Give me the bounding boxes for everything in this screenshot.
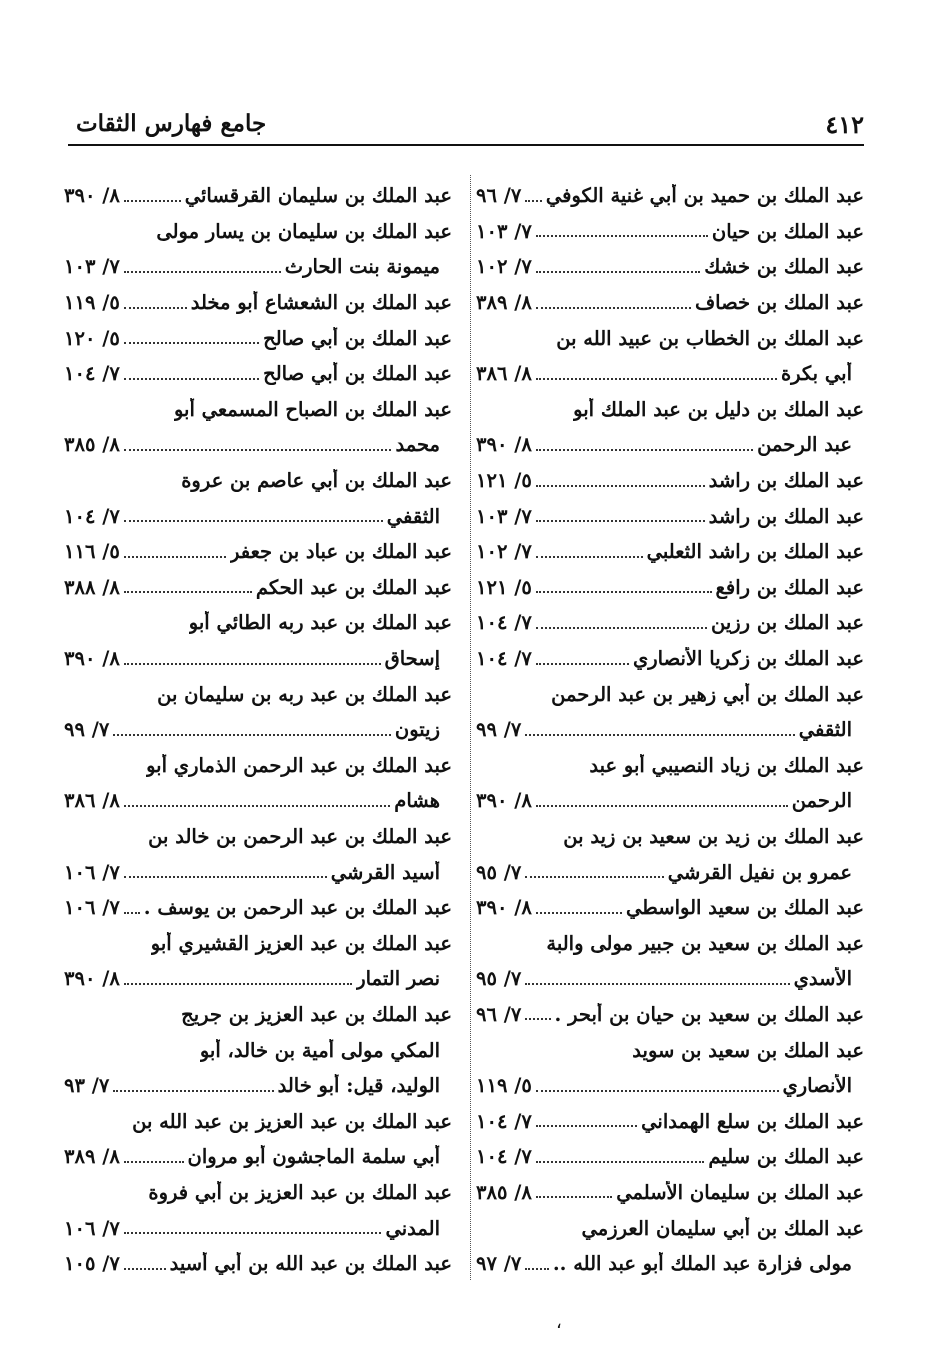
entry-name: عبد الملك بن دليل بن عبد الملك أبو <box>573 397 864 421</box>
leader-dots <box>536 449 753 451</box>
leader-dots <box>113 1090 273 1092</box>
leader-dots <box>113 734 391 736</box>
entry-name: عبد الملك بن سليمان القرقسائي <box>184 184 452 208</box>
index-entry <box>64 712 452 748</box>
leader-dots <box>536 912 622 914</box>
index-entry <box>476 534 864 570</box>
leader-dots <box>536 271 700 273</box>
volume-page-ref: ٨/ ٣٨٦ <box>64 789 120 813</box>
entry-name: عبد الملك بن سعيد بن جبير مولى والبة <box>546 931 864 955</box>
leader-dots <box>525 200 542 202</box>
leader-dots <box>124 342 259 344</box>
volume-page-ref: ٥/ ١١٩ <box>476 1074 532 1098</box>
volume-page-ref: ٨/ ٣٨٥ <box>64 433 120 457</box>
index-entry <box>64 534 452 570</box>
entry-name: عبد الملك بن عبد ربه الطائي أبو <box>188 611 452 635</box>
index-entry <box>476 1068 864 1104</box>
leader-dots <box>536 663 629 665</box>
index-entry <box>476 178 864 214</box>
index-entry <box>476 427 864 463</box>
entry-name: أسيد القرشي <box>330 860 440 884</box>
entry-name: عبد الملك بن سليمان بن يسار مولى <box>156 219 452 243</box>
index-entry <box>476 1175 864 1211</box>
entry-name: أبي بكرة <box>780 362 852 386</box>
entry-name: نصر التمار <box>356 967 440 991</box>
index-entry <box>476 214 864 250</box>
entry-name: عبد الملك بن زكريا الأنصاري <box>632 647 864 671</box>
entry-name: الوليد، قيل: أبو خالد <box>277 1074 440 1098</box>
entry-name: مولى فزارة عبد الملك أبو عبد الله .. <box>552 1252 852 1276</box>
volume-page-ref: ٧/ ٩٣ <box>64 1074 110 1098</box>
index-entry <box>64 961 452 997</box>
index-entry <box>64 249 452 285</box>
leader-dots <box>124 449 392 451</box>
entry-name: عبد الملك بن خصاف <box>694 291 864 315</box>
volume-page-ref: ٥/ ١١٦ <box>64 540 120 564</box>
volume-page-ref: ٨/ ٣٩٠ <box>64 647 120 671</box>
entry-name: عبد الملك بن سعيد الواسطي <box>625 896 864 920</box>
leader-dots <box>525 1018 550 1020</box>
leader-dots <box>536 235 708 237</box>
leader-dots <box>536 520 705 522</box>
index-entry <box>64 392 452 428</box>
running-title: جامع فهارس الثقات <box>76 110 267 137</box>
index-entry <box>476 1246 864 1282</box>
entry-name: عبد الملك بن راشد الثعلبي <box>646 540 864 564</box>
entry-name: ميمونة بنت الحارث <box>284 255 440 279</box>
leader-dots <box>124 1232 382 1234</box>
volume-page-ref: ٧/ ١٠٣ <box>64 255 120 279</box>
index-entry <box>64 214 452 250</box>
entry-name: عبد الملك بن عبد ربه بن سليمان بن <box>157 682 452 706</box>
entry-name: عبد الملك بن راشد <box>708 469 864 493</box>
index-entry <box>64 285 452 321</box>
index-entry <box>476 249 864 285</box>
volume-page-ref: ٧/ ١٠٢ <box>476 540 532 564</box>
volume-page-ref: ٧/ ١٠٤ <box>476 1109 532 1133</box>
entry-name: عبد الملك بن عبد الرحمن بن يوسف . <box>143 896 452 920</box>
index-entry <box>64 605 452 641</box>
volume-page-ref: ٥/ ١٢٠ <box>64 326 120 350</box>
index-entry <box>476 1032 864 1068</box>
leader-dots <box>536 378 777 380</box>
entry-name: عبد الملك بن عبد الحكم <box>255 575 452 599</box>
page-header <box>68 108 864 146</box>
index-entry <box>476 748 864 784</box>
volume-page-ref: ٧/ ١٠٤ <box>64 504 120 528</box>
entry-name: عبد الملك بن رافع <box>715 575 864 599</box>
index-entry <box>64 178 452 214</box>
entry-name: زيتون <box>394 718 440 742</box>
volume-page-ref: ٨/ ٣٩٠ <box>64 967 120 991</box>
index-entry <box>64 1032 452 1068</box>
volume-page-ref: ٧/ ١٠٤ <box>476 611 532 635</box>
entry-name: الثقفي <box>798 718 852 742</box>
leader-dots <box>536 627 707 629</box>
entry-name: عبد الملك بن عبد الرحمن الذماري أبو <box>146 753 452 777</box>
index-entry <box>476 1210 864 1246</box>
index-entry <box>64 498 452 534</box>
index-entry <box>64 1210 452 1246</box>
volume-page-ref: ٧/ ١٠٥ <box>64 1252 120 1276</box>
index-entry <box>476 392 864 428</box>
entry-name: المكي مولى أمية بن خالد، أبو <box>199 1038 440 1062</box>
leader-dots <box>536 1196 612 1198</box>
index-entry <box>64 641 452 677</box>
entry-name: الرحمن <box>791 789 852 813</box>
entry-name: عبد الملك بن سليم <box>708 1145 864 1169</box>
volume-page-ref: ٧/ ٩٥ <box>476 967 522 991</box>
entry-name: عبد الملك بن أبي سليمان العرزمي <box>581 1216 864 1240</box>
index-entry <box>476 641 864 677</box>
volume-page-ref: ٧/ ١٠٦ <box>64 1216 120 1240</box>
leader-dots <box>124 591 252 593</box>
leader-dots <box>124 378 259 380</box>
index-entry <box>64 819 452 855</box>
volume-page-ref: ٧/ ٩٩ <box>476 718 522 742</box>
volume-page-ref: ٧/ ٩٧ <box>476 1252 522 1276</box>
leader-dots <box>525 734 794 736</box>
entry-name: الأسدي <box>793 967 852 991</box>
volume-page-ref: ٧/ ١٠٤ <box>476 647 532 671</box>
index-entry <box>64 997 452 1033</box>
index-entry <box>64 890 452 926</box>
entry-name: المدني <box>385 1216 440 1240</box>
index-entry <box>64 570 452 606</box>
index-entry <box>476 783 864 819</box>
footer-mark: ، <box>556 1312 562 1333</box>
entry-name: عبد الملك بن الشعشاع أبو مخلد <box>190 291 452 315</box>
entry-name: عبد الملك بن حميد بن أبي غنية الكوفي <box>545 184 864 208</box>
entry-name: عبد الملك بن عبد العزيز بن عبد الله بن <box>132 1109 452 1133</box>
index-entry <box>64 783 452 819</box>
leader-dots <box>124 983 352 985</box>
volume-page-ref: ٨/ ٣٩٠ <box>476 433 532 457</box>
entry-name: محمد <box>395 433 440 457</box>
entry-name: عبد الملك بن سعيد بن سويد <box>632 1038 864 1062</box>
leader-dots <box>124 307 187 309</box>
volume-page-ref: ٧/ ٩٦ <box>476 1002 522 1026</box>
index-entry <box>64 1103 452 1139</box>
volume-page-ref: ٨/ ٣٨٥ <box>476 1180 532 1204</box>
index-entry <box>476 605 864 641</box>
entry-name: عبد الملك بن عبد العزيز بن جريج <box>181 1002 452 1026</box>
index-entry <box>476 890 864 926</box>
leader-dots <box>536 591 712 593</box>
index-entry <box>64 356 452 392</box>
index-entry <box>476 925 864 961</box>
volume-page-ref: ٨/ ٣٨٩ <box>476 291 532 315</box>
volume-page-ref: ٥/ ١٢١ <box>476 575 532 599</box>
volume-page-ref: ٥/ ١٢١ <box>476 469 532 493</box>
leader-dots <box>124 200 181 202</box>
entry-name: عبد الرحمن <box>757 433 852 457</box>
leader-dots <box>536 485 705 487</box>
entry-name: عبد الملك بن عبد العزيز القشيري أبو <box>150 931 452 955</box>
leader-dots <box>536 307 691 309</box>
entry-name: إسحاق <box>384 647 440 671</box>
volume-page-ref: ٧/ ١٠٦ <box>64 860 120 884</box>
leader-dots <box>536 556 643 558</box>
leader-dots <box>525 1268 548 1270</box>
entry-name: هشام <box>394 789 440 813</box>
entry-name: عبد الملك بن رزين <box>710 611 864 635</box>
leader-dots <box>536 805 788 807</box>
entry-name: عبد الملك بن عبد العزيز بن أبي فروة <box>148 1180 452 1204</box>
column-divider <box>470 175 471 1280</box>
index-entry <box>476 356 864 392</box>
index-entry <box>64 1139 452 1175</box>
volume-page-ref: ٨/ ٣٩٠ <box>476 789 532 813</box>
volume-page-ref: ٧/ ٩٩ <box>64 718 110 742</box>
leader-dots <box>124 1268 166 1270</box>
index-entry <box>476 1103 864 1139</box>
entry-name: عبد الملك بن سعيد بن حيان بن أبحر . <box>554 1002 864 1026</box>
leader-dots <box>536 1090 779 1092</box>
leader-dots <box>124 912 140 914</box>
entry-name: عبد الملك بن الخطاب بن عبيد الله بن <box>556 326 864 350</box>
volume-page-ref: ٨/ ٣٨٩ <box>64 1145 120 1169</box>
volume-page-ref: ٧/ ١٠٢ <box>476 255 532 279</box>
entry-name: عبد الملك بن أبي صالح <box>263 362 452 386</box>
leader-dots <box>124 556 226 558</box>
volume-page-ref: ٨/ ٣٩٠ <box>476 896 532 920</box>
entry-name: عبد الملك بن أبي صالح <box>263 326 452 350</box>
leader-dots <box>124 805 390 807</box>
index-entry <box>64 1175 452 1211</box>
leader-dots <box>124 271 281 273</box>
index-entry <box>64 320 452 356</box>
volume-page-ref: ٧/ ١٠٦ <box>64 896 120 920</box>
entry-name: عبد الملك بن راشد <box>708 504 864 528</box>
entry-name: عبد الملك بن عباد بن جعفر <box>230 540 452 564</box>
entry-name: عبد الملك بن زياد النصيبي أبو عبد <box>589 753 864 777</box>
entry-name: عبد الملك بن الصباح المسمعي أبو <box>173 397 452 421</box>
index-entry <box>476 676 864 712</box>
index-entry <box>476 285 864 321</box>
entry-name: عبد الملك بن عبد الرحمن بن خالد بن <box>148 824 452 848</box>
index-entry <box>476 819 864 855</box>
volume-page-ref: ٧/ ٩٥ <box>476 860 522 884</box>
leader-dots <box>124 1161 184 1163</box>
leader-dots <box>124 663 381 665</box>
volume-page-ref: ٧/ ١٠٤ <box>64 362 120 386</box>
entry-name: عبد الملك بن حيان <box>711 219 864 243</box>
entry-name: عبد الملك بن سليمان الأسلمي <box>616 1180 864 1204</box>
leader-dots <box>124 876 327 878</box>
index-entry <box>476 712 864 748</box>
entry-name: عبد الملك بن أبي زهير بن عبد الرحمن <box>551 682 864 706</box>
entry-name: عبد الملك بن أبي عاصم بن عروة <box>181 469 452 493</box>
volume-page-ref: ٧/ ١٠٤ <box>476 1145 532 1169</box>
index-entry <box>476 961 864 997</box>
index-entry <box>476 320 864 356</box>
index-entry <box>64 1068 452 1104</box>
volume-page-ref: ٥/ ١١٩ <box>64 291 120 315</box>
index-entry <box>476 1139 864 1175</box>
volume-page-ref: ٧/ ٩٦ <box>476 184 522 208</box>
entry-name: الثقفي <box>386 504 440 528</box>
page-number: ٤١٢ <box>825 110 864 139</box>
index-entry <box>476 498 864 534</box>
index-entry <box>64 925 452 961</box>
entry-name: عبد الملك بن خشك <box>704 255 864 279</box>
volume-page-ref: ٨/ ٣٨٨ <box>64 575 120 599</box>
entry-name: أبي سلمة الماجشون أبو مروان <box>187 1145 440 1169</box>
volume-page-ref: ٨/ ٣٩٠ <box>64 184 120 208</box>
index-entry <box>64 1246 452 1282</box>
volume-page-ref: ٨/ ٣٨٦ <box>476 362 532 386</box>
index-entry <box>64 748 452 784</box>
index-column-left <box>64 178 452 1281</box>
leader-dots <box>525 983 789 985</box>
index-entry <box>476 463 864 499</box>
entry-name: عبد الملك بن سلع الهمداني <box>641 1109 864 1133</box>
volume-page-ref: ٧/ ١٠٣ <box>476 219 532 243</box>
index-entry <box>64 676 452 712</box>
index-entry <box>476 997 864 1033</box>
entry-name: الأنصاري <box>782 1074 852 1098</box>
entry-name: عمرو بن نفيل القرشي <box>667 860 852 884</box>
volume-page-ref: ٧/ ١٠٣ <box>476 504 532 528</box>
leader-dots <box>124 520 383 522</box>
entry-name: عبد الملك بن عبد الله بن أبي أسيد <box>169 1252 452 1276</box>
index-entry <box>64 427 452 463</box>
index-entry <box>64 463 452 499</box>
leader-dots <box>536 1161 705 1163</box>
index-entry <box>476 570 864 606</box>
leader-dots <box>536 1125 637 1127</box>
index-entry <box>476 854 864 890</box>
entry-name: عبد الملك بن زيد بن سعيد بن زيد بن <box>563 824 864 848</box>
index-column-right <box>476 178 864 1281</box>
index-entry <box>64 854 452 890</box>
leader-dots <box>525 876 663 878</box>
